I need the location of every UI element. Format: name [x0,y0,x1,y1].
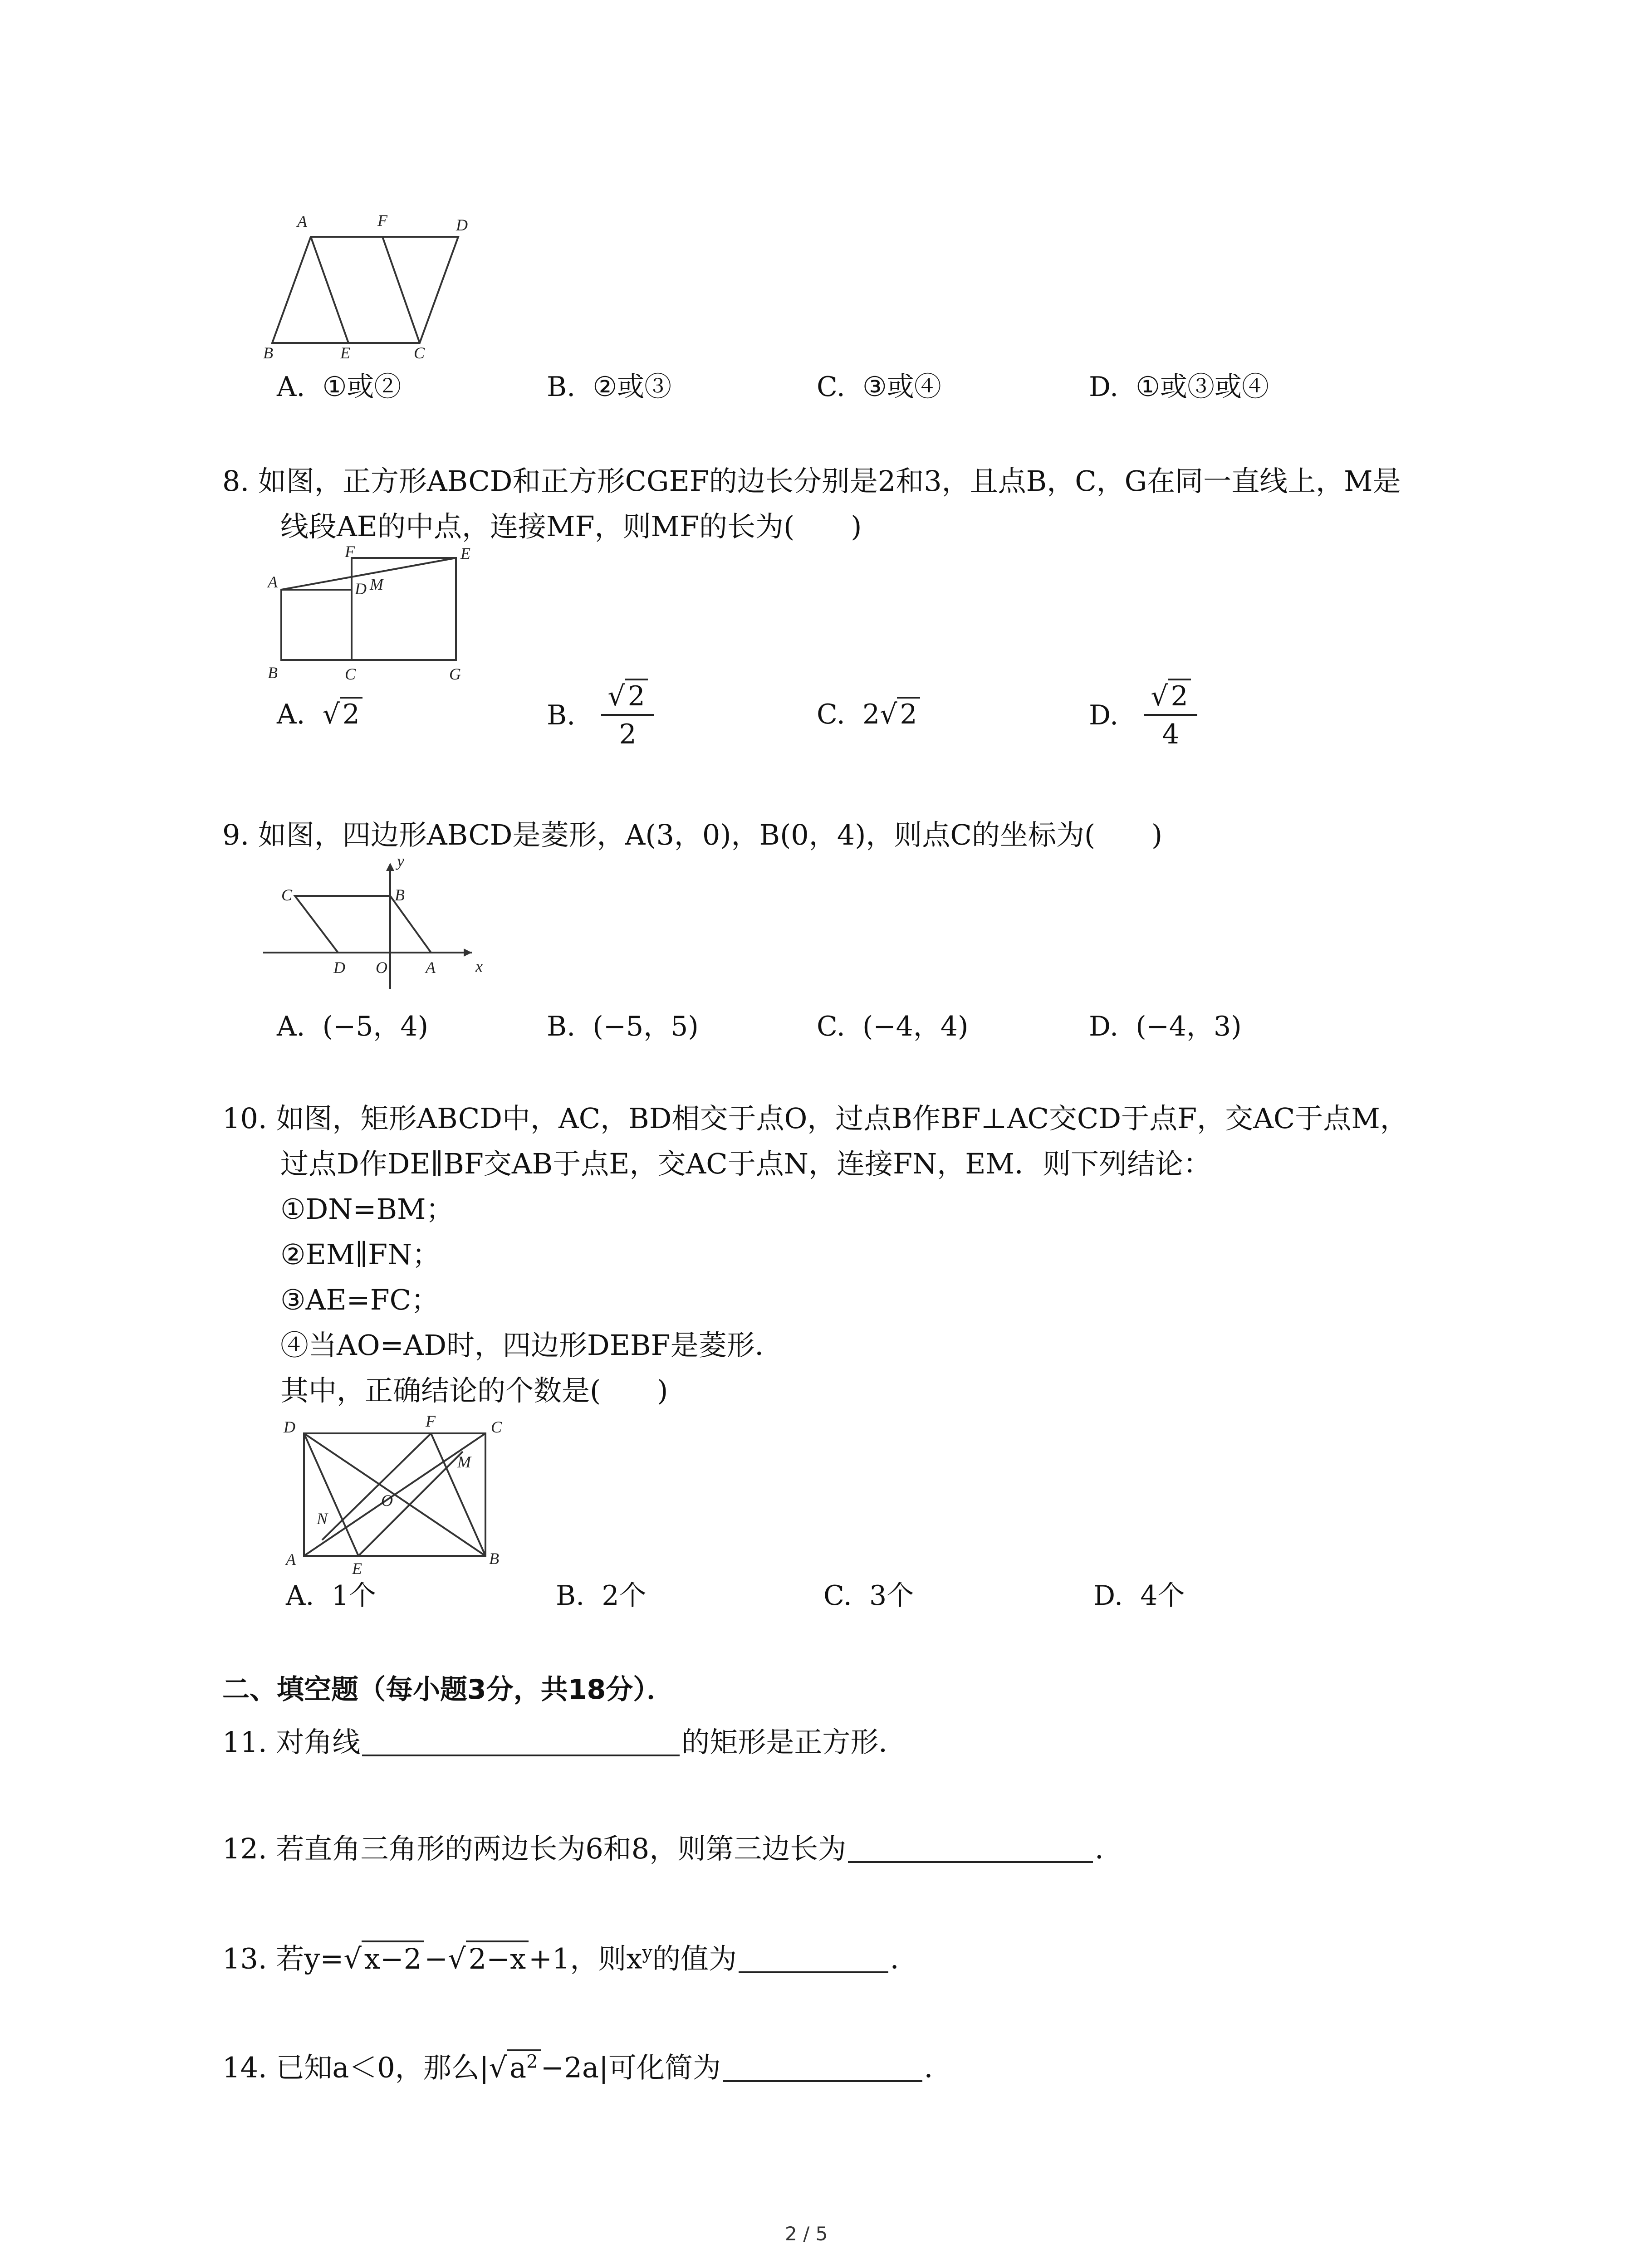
q9-option-a[interactable]: A. (−5，4) [277,1011,428,1042]
fig-label: E [460,544,470,562]
q14-answer-blank[interactable] [723,2080,922,2082]
q7-option-d[interactable]: D. ①或③或④ [1089,371,1269,403]
q11: 11. 对角线 的矩形是正方形． [222,1725,907,1759]
fig-label: O [376,958,387,977]
fig-label: B [268,664,278,682]
q8-stem-line2: 线段AE的中点，连接MF，则MF的长为( ) [280,510,862,543]
q9-option-c[interactable]: C. (−4，4) [817,1011,969,1042]
q9-option-b[interactable]: B. (−5，5) [547,1011,699,1042]
fig-label: A [286,1550,296,1569]
q10-option-d[interactable]: D. 4个 [1093,1580,1185,1612]
fig-label: C [345,665,356,683]
q10-item-3: ③AE=FC； [280,1283,440,1316]
fig-label: E [340,344,350,362]
fig-label: E [352,1559,362,1578]
q8-figure [254,544,490,694]
fig-label: D [284,1418,295,1436]
fig-label: F [426,1412,436,1430]
fig-label: A [268,573,278,591]
fig-label: F [345,543,355,561]
q8-option-b[interactable]: B. $\frac{√ 2}{2}$ [547,680,654,750]
fig-label: M [370,575,383,593]
section-title: 二、填空题（每小题3分，共18分）． [222,1674,674,1706]
q9-figure [259,853,495,993]
q10-option-a[interactable]: A. 1个 [286,1580,376,1612]
q7-option-a[interactable]: A. ①或② [277,371,402,403]
q12-answer-blank[interactable] [848,1861,1093,1863]
q11-answer-blank[interactable] [362,1755,680,1756]
fig-label: D [333,958,345,977]
fig-label: C [491,1418,502,1436]
q14: 14. 已知a＜0，那么$|√a^2-2a|$可化简为 ． [222,2053,952,2082]
fig-label: N [317,1510,328,1528]
fig-label: M [457,1453,471,1471]
q7-option-b[interactable]: B. ②或③ [547,371,672,403]
q10-option-b[interactable]: B. 2个 [556,1580,647,1612]
fig-label: C [281,886,293,904]
fig-label: O [381,1491,393,1510]
q10-stem-line1: 10. 如图，矩形ABCD中，AC，BD相交于点O，过点B作BF⊥AC交CD于点F，交AC于点M， [222,1102,1408,1135]
q10-question: 其中，正确结论的个数是( ) [280,1374,668,1407]
fig-label: G [449,665,461,683]
q9-stem: 9. 如图，四边形ABCD是菱形，A(3，0)，B(0，4)，则点C的坐标为( ) [222,818,1163,851]
q10-item-1: ①DN=BM； [280,1193,454,1226]
q7-option-c[interactable]: C. ③或④ [817,371,941,403]
q10-figure [272,1411,526,1578]
q7-figure [254,209,508,363]
q10-item-2: ②EM∥FN； [280,1238,441,1271]
fig-label: y [397,852,404,870]
fig-label: B [263,344,273,362]
q8-option-d[interactable]: D. $\frac{√ 2}{4}$ [1089,680,1197,750]
fig-label: A [297,212,307,230]
q10-item-4: ④当AO=AD时，四边形DEBF是菱形． [280,1329,783,1362]
q13-answer-blank[interactable] [739,1971,888,1973]
q8-option-c[interactable]: C. 2√ 2 [817,699,920,730]
q12: 12. 若直角三角形的两边长为6和8，则第三边长为 ． [222,1832,1123,1865]
q10-option-c[interactable]: C. 3个 [823,1580,914,1612]
fig-label: C [414,344,425,362]
page-number: 2 / 5 [785,2223,828,2245]
q9-option-d[interactable]: D. (−4，3) [1089,1011,1242,1042]
q8-stem-line1: 8. 如图，正方形ABCD和正方形CGEF的边长分别是2和3，且点B，C，G在同一直线上，M是 [222,464,1401,498]
fig-label: B [395,886,405,904]
fig-label: D [355,580,367,598]
q8-option-a[interactable]: A. √ 2 [277,699,362,730]
fig-label: B [489,1549,499,1568]
q13: 13. 若y=√x−2−√2−x+1，则$x^y$的值为 ． [222,1944,918,1973]
fig-label: x [475,957,483,975]
fig-label: A [426,958,436,977]
fig-label: D [456,216,468,234]
fig-label: F [377,211,387,230]
q10-stem-line2: 过点D作DE∥BF交AB于点E，交AC于点N，连接FN，EM．则下列结论： [280,1147,1211,1180]
